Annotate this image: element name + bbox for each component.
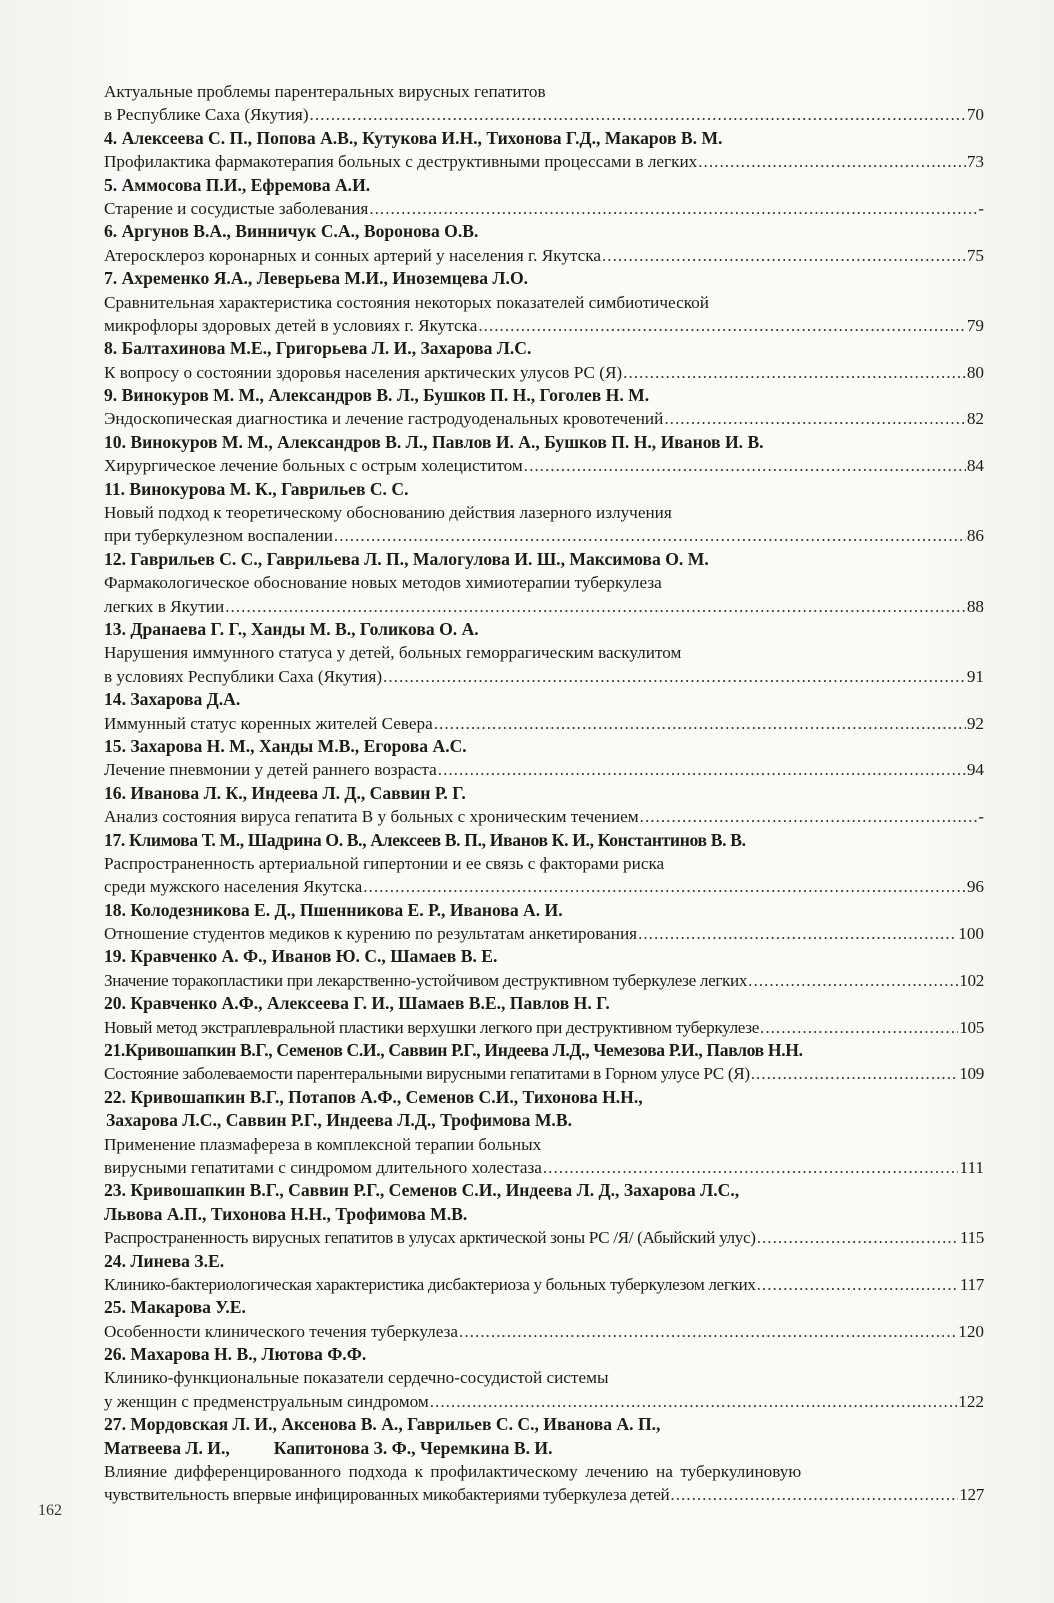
- page-ref: 75: [966, 245, 984, 265]
- page-ref: 102: [959, 970, 984, 990]
- leader-dots: [543, 1156, 959, 1179]
- leader-dots: [748, 969, 958, 992]
- toc-authors: 12. Гаврильев С. С., Гаврильева Л. П., Малогулова И. Ш., Максимова О. М.: [104, 548, 709, 569]
- toc-authors: 27. Мордовская Л. И., Аксенова В. А., Гаврильев С. С., Иванова А. П.,: [104, 1414, 661, 1435]
- leader-dots: [760, 1016, 958, 1039]
- toc-authors: 18. Колодезникова Е. Д., Пшенникова Е. Р., Иванова А. И.: [104, 899, 563, 920]
- leader-dots: [757, 1226, 959, 1249]
- toc-authors: 13. Дранаева Г. Г., Ханды М. В., Голикова О. А.: [104, 618, 479, 639]
- leader-dots: [310, 103, 966, 126]
- leader-dots: [438, 758, 966, 781]
- toc-title-line: Актуальные проблемы парентеральных вирусных гепатитов: [104, 82, 546, 101]
- page-ref: 86: [966, 526, 984, 546]
- toc-title-line: Хирургическое лечение больных с острым холециститом ..... 84: [104, 454, 984, 477]
- toc-title-line: в Республике Саха (Якутия) ..... 70: [104, 103, 984, 126]
- toc-title-line: Распространенность артериальной гипертонии и ее связь с факторами риска: [104, 853, 665, 873]
- table-of-contents: [104, 80, 984, 1507]
- toc-title-line: Старение и сосудистые заболевания ..... -: [104, 197, 984, 220]
- leader-dots: [670, 1483, 958, 1506]
- toc-title-line: Атеросклероз коронарных и сонных артерий у населения г. Якутска ..... 75: [104, 244, 984, 267]
- toc-authors: 7. Ахременко Я.А., Леверьева М.И., Иноземцева Л.О.: [104, 268, 529, 289]
- toc-title-line: Применение плазмафереза в комплексной терапии больных: [104, 1134, 542, 1154]
- toc-authors: 26. Махарова Н. В., Лютова Ф.Ф.: [104, 1344, 367, 1365]
- toc-title-line: Особенности клинического течения туберкулеза ..... 120: [104, 1320, 984, 1343]
- toc-title-line: Профилактика фармакотерапия больных с деструктивными процессами в легких ..... 73: [104, 150, 984, 173]
- toc-authors: 15. Захарова Н. М., Ханды М.В., Егорова А.С.: [104, 735, 467, 756]
- leader-dots: [334, 524, 966, 547]
- page-ref: 122: [958, 1391, 984, 1411]
- page-ref: 120: [958, 1321, 984, 1341]
- leader-dots: [383, 665, 966, 688]
- toc-authors: 24. Линева З.Е.: [104, 1250, 225, 1271]
- toc-title-line: чувствительность впервые инфицированных микобактериями туберкулеза детей ..... 127: [104, 1483, 984, 1506]
- page-ref: 92: [966, 713, 984, 733]
- toc-title-line: Лечение пневмонии у детей раннего возраста ..... 94: [104, 758, 984, 781]
- leader-dots: [638, 922, 957, 945]
- toc-title-line: Сравнительная характеристика состояния некоторых показателей симбиотической: [104, 292, 709, 312]
- leader-dots: [225, 595, 966, 618]
- toc-authors: 6. Аргунов В.А., Винничук С.А., Воронова О.В.: [104, 221, 479, 242]
- toc-title-line: Клинико-функциональные показатели сердечно-сосудистой системы: [104, 1368, 609, 1388]
- page-ref: 91: [966, 666, 984, 686]
- leader-dots: [459, 1320, 957, 1343]
- leader-dots: [664, 407, 965, 430]
- toc-title-line: Фармакологическое обоснование новых методов химиотерапии туберкулеза: [104, 573, 662, 593]
- toc-title-line: у женщин с предменструальным синдромом ..... 122: [104, 1390, 984, 1413]
- toc-title-line: микрофлоры здоровых детей в условиях г. Якутска ..... 79: [104, 314, 984, 337]
- page-ref: 73: [966, 152, 984, 172]
- page-ref: -: [978, 198, 984, 218]
- toc-title-line: Клинико-бактериологическая характеристика дисбактериоза у больных туберкулезом легких ..... 117: [104, 1273, 984, 1296]
- toc-title-line: Значение торакопластики при лекарственно-устойчивом деструктивном туберкулезе легких ..... 102: [104, 969, 984, 992]
- toc-authors: 4. Алексеева С. П., Попова А.В., Кутукова И.Н., Тихонова Г.Д., Макаров В. М.: [104, 127, 723, 148]
- page-ref: 100: [958, 924, 984, 944]
- leader-dots: [524, 454, 966, 477]
- toc-authors: 5. Аммосова П.И., Ефремова А.И.: [104, 174, 371, 195]
- leader-dots: [757, 1273, 959, 1296]
- page-ref: 96: [966, 877, 984, 897]
- leader-dots: [640, 805, 978, 828]
- toc-authors: 17. Климова Т. М., Шадрина О. В., Алексеев В. П., Иванов К. И., Константинов В. В.: [104, 829, 746, 850]
- toc-authors: 14. Захарова Д.А.: [104, 689, 241, 710]
- toc-authors: Львова А.П., Тихонова Н.Н., Трофимова М.В.: [104, 1203, 468, 1224]
- page-ref: 115: [959, 1228, 984, 1248]
- page-ref: -: [978, 807, 984, 827]
- leader-dots: [434, 712, 966, 735]
- page-ref: 79: [966, 315, 984, 335]
- toc-title-line: при туберкулезном воспалении ..... 86: [104, 524, 984, 547]
- page-ref: 111: [959, 1157, 984, 1177]
- page-ref: 84: [966, 456, 984, 476]
- toc-authors: Матвеева Л. И., Капитонова З. Ф., Черемкина В. И.: [104, 1437, 553, 1458]
- page-number: 162: [38, 1502, 62, 1519]
- toc-title-line: Нарушения иммунного статуса у детей, больных геморрагическим васкулитом: [104, 643, 682, 663]
- page-ref: 70: [966, 105, 984, 125]
- toc-title-line: Отношение студентов медиков к курению по результатам анкетирования ..... 100: [104, 922, 984, 945]
- page-ref: 109: [959, 1064, 984, 1084]
- page-ref: 82: [966, 409, 984, 429]
- toc-authors: 25. Макарова У.Е.: [104, 1297, 246, 1318]
- toc-authors: 8. Балтахинова М.Е., Григорьева Л. И., Захарова Л.С.: [104, 338, 532, 359]
- toc-authors: 22. Кривошапкин В.Г., Потапов А.Ф., Семенов С.И., Тихонова Н.Н.,: [104, 1086, 643, 1107]
- toc-authors: 10. Винокуров М. М., Александров В. Л., Павлов И. А., Бушков П. Н., Иванов И. В.: [104, 431, 764, 452]
- toc-title-line: Состояние заболеваемости парентеральными вирусными гепатитами в Горном улусе РС (Я) ..... 109: [104, 1062, 984, 1085]
- toc-authors: 16. Иванова Л. К., Индеева Л. Д., Саввин Р. Г.: [104, 782, 466, 803]
- toc-authors: 11. Винокурова М. К., Гаврильев С. С.: [104, 478, 409, 499]
- leader-dots: [698, 150, 966, 173]
- leader-dots: [369, 197, 977, 220]
- toc-authors: 9. Винокуров М. М., Александров В. Л., Бушков П. Н., Гоголев Н. М.: [104, 385, 650, 406]
- leader-dots: [623, 361, 966, 384]
- toc-title-line: Эндоскопическая диагностика и лечение гастродуоденальных кровотечений ..... 82: [104, 407, 984, 430]
- page-ref: 105: [959, 1017, 984, 1037]
- toc-title-line: Анализ состояния вируса гепатита В у больных с хроническим течением ..... -: [104, 805, 984, 828]
- leader-dots: [430, 1390, 958, 1413]
- toc-title-line: в условиях Республики Саха (Якутия) ..... 91: [104, 665, 984, 688]
- toc-authors: Захарова Л.С., Саввин Р.Г., Индеева Л.Д., Трофимова М.В.: [106, 1110, 572, 1131]
- toc-authors: 19. Кравченко А. Ф., Иванов Ю. С., Шамаев В. Е.: [104, 946, 498, 967]
- toc-title-line: среди мужского населения Якутска ..... 96: [104, 875, 984, 898]
- leader-dots: [363, 875, 966, 898]
- page-ref: 80: [966, 362, 984, 382]
- toc-authors: 21.Кривошапкин В.Г., Семенов С.И., Саввин Р.Г., Индеева Л.Д., Чемезова Р.И., Павлов Н.Н.: [104, 1040, 803, 1061]
- toc-title-line: Влияние дифференцированного подхода к профилактическому лечению на туберкулиновую: [104, 1462, 802, 1482]
- toc-title-line: Иммунный статус коренных жителей Севера ..... 92: [104, 712, 984, 735]
- leader-dots: [602, 244, 966, 267]
- toc-title-line: Новый метод экстраплевральной пластики верхушки легкого при деструктивном туберкулезе ..... 105: [104, 1016, 984, 1039]
- toc-title-line: вирусными гепатитами с синдромом длительного холестаза ..... 111: [104, 1156, 984, 1179]
- page-ref: 117: [959, 1274, 984, 1294]
- page-ref: 94: [966, 760, 984, 780]
- page-ref: 88: [966, 596, 984, 616]
- leader-dots: [478, 314, 965, 337]
- toc-authors: 23. Кривошапкин В.Г., Саввин Р.Г., Семенов С.И., Индеева Л. Д., Захарова Л.С.,: [104, 1180, 740, 1201]
- leader-dots: [751, 1062, 959, 1085]
- toc-title-line: К вопросу о состоянии здоровья населения арктических улусов РС (Я) ..... 80: [104, 361, 984, 384]
- toc-title-line: Новый подход к теоретическому обоснованию действия лазерного излучения: [104, 503, 672, 523]
- toc-title-line: Распространенность вирусных гепатитов в улусах арктической зоны РС /Я/ (Абыйский улус) ..... 115: [104, 1226, 984, 1249]
- toc-title-line: легких в Якутии ..... 88: [104, 595, 984, 618]
- toc-authors: 20. Кравченко А.Ф., Алексеева Г. И., Шамаев В.Е., Павлов Н. Г.: [104, 993, 610, 1014]
- page-ref: 127: [959, 1485, 984, 1505]
